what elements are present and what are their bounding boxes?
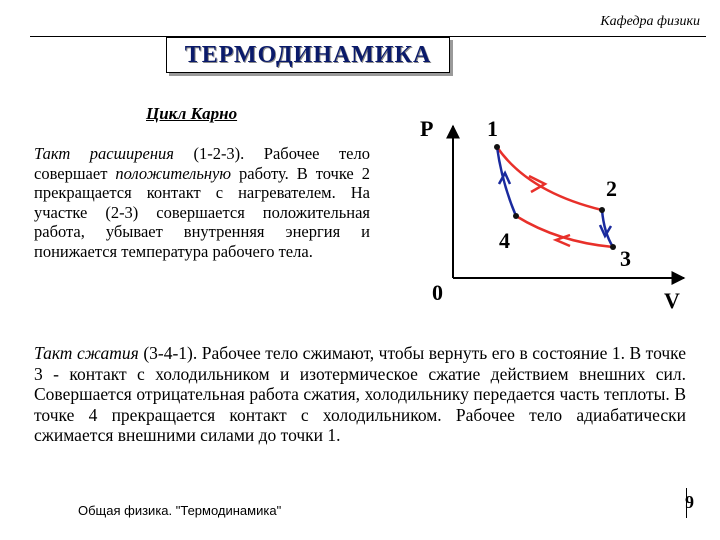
slide-title: ТЕРМОДИНАМИКА (166, 37, 450, 73)
adiabat-2-3 (602, 210, 613, 247)
compression-lead: Такт сжатия (34, 343, 139, 363)
state-point-4 (513, 213, 519, 219)
expansion-lead: Такт расширения (34, 144, 174, 163)
compression-paragraph (34, 343, 686, 446)
point-label-3: 3 (620, 246, 631, 271)
point-label-2: 2 (606, 176, 617, 201)
department-label: Кафедра физики (600, 14, 700, 29)
state-point-1 (494, 144, 500, 150)
point-label-1: 1 (487, 116, 498, 141)
axis-label-p: P (420, 116, 434, 141)
state-point-3 (610, 244, 616, 250)
isotherm-1-2 (497, 147, 602, 210)
footer-course-label: Общая физика. "Термодинамика" (78, 503, 282, 518)
section-subtitle: Цикл Карно (146, 104, 238, 123)
expansion-range: (1-2-3). Рабочее тело совершает (34, 144, 370, 183)
expansion-rest: работу. В точке 2 прекращается контакт с нагревателем. На участке (2-3) совершается положительная работа, убывает внутренняя энергия и понижается температура рабочего тела. (34, 163, 370, 261)
expansion-emphasis: положительную (115, 163, 232, 183)
origin-label: 0 (432, 280, 443, 305)
state-point-2 (599, 207, 605, 213)
compression-text: (3-4-1). Рабочее тело сжимают, чтобы вернуть его в состояние 1. В точке 3 - контакт с холодильником и изотермическое сжатие действием внешних сил. Совершается отрицательная работа сжатия, холодильнику передается часть теплоты. В точке 4 прекращается контакт с холодильником. Рабочее тело адиабатически сжимается внешними силами до точки 1. (34, 343, 686, 445)
point-label-4: 4 (499, 228, 510, 253)
page-number: 9 (685, 492, 694, 512)
axis-label-v: V (664, 288, 680, 313)
